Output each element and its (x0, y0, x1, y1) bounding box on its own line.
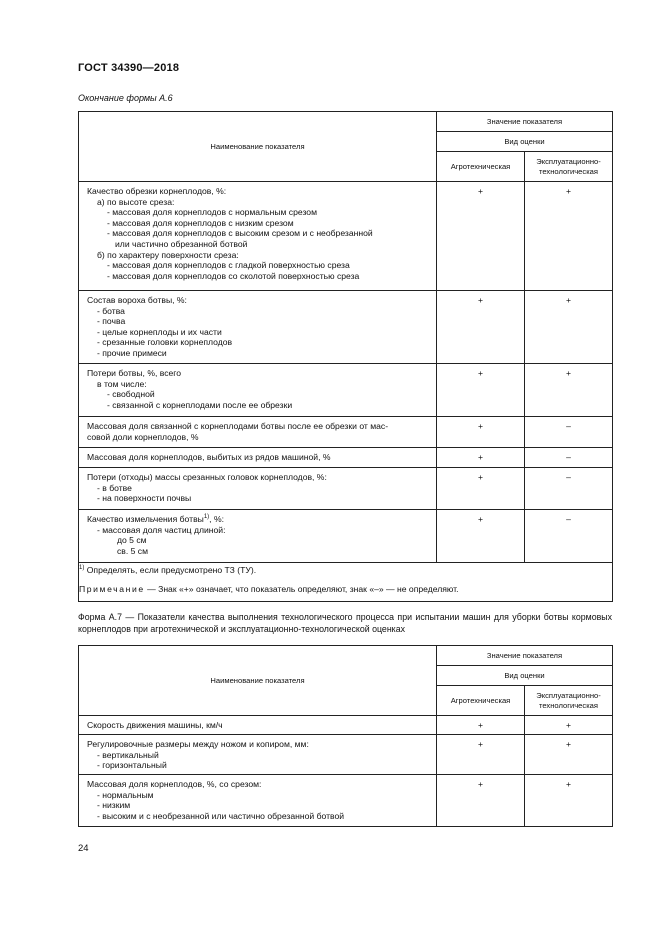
table-row (79, 182, 613, 291)
indicator-cell (79, 291, 437, 364)
oper-value: + (525, 716, 613, 735)
header-assessment-type: Вид оценки (437, 132, 613, 152)
oper-value: + (525, 735, 613, 775)
header-operational-line2: технологическая (538, 700, 599, 710)
oper-value: + (525, 291, 613, 364)
indicator-item: - прочие примеси (97, 347, 167, 358)
footnote-row (79, 563, 613, 602)
header-indicator-name: Наименование показателя (79, 112, 437, 182)
indicator-item: - высоким и с необрезанной или частично обрезанной ботвой (97, 810, 345, 821)
footnote-cell (79, 563, 613, 602)
indicator-item: - целые корнеплоды и их части (97, 326, 222, 337)
header-indicator-name: Наименование показателя (79, 646, 437, 716)
agro-value: + (437, 291, 525, 364)
header-indicator-value: Значение показателя (437, 112, 613, 132)
form-a7-title: Форма А.7 — Показатели качества выполнения технологического процесса при испытании машин для уборки ботвы кормовых корнеплодов при агротехнической и эксплуатационно-технологической оценках (78, 612, 612, 634)
header-agrotechnical: Агротехническая (437, 686, 525, 716)
indicator-subitem: св. 5 см (117, 545, 149, 556)
indicator-cell (79, 417, 437, 448)
agro-value: + (437, 735, 525, 775)
document-id: ГОСТ 34390—2018 (78, 62, 180, 74)
oper-value: + (525, 364, 613, 417)
indicator-item: - массовая доля корнеплодов с низким срезом (107, 217, 294, 228)
table-row (79, 417, 613, 448)
form-a6-table (78, 111, 613, 602)
indicator-cell (79, 364, 437, 417)
oper-value: – (525, 417, 613, 448)
indicator-subgroup: б) по характеру поверхности среза: (97, 249, 239, 260)
indicator-subgroup: а) по высоте среза: (97, 196, 175, 207)
agro-value: + (437, 417, 525, 448)
indicator-item: - свободной (107, 389, 155, 400)
footnote (79, 563, 612, 582)
indicator-cell (79, 510, 437, 563)
indicator-title: Массовая доля корнеплодов, %, со срезом: (87, 779, 262, 789)
footnote-text: Определять, если предусмотрено ТЗ (ТУ). (86, 565, 257, 575)
agro-value: + (437, 182, 525, 291)
indicator-item: - массовая доля корнеплодов с нормальным срезом (107, 207, 317, 218)
indicator-title: Массовая доля связанной с корнеплодами ботвы после ее обрезки от мас- (87, 421, 389, 431)
table-row (79, 775, 613, 827)
footnote-ref: 1) (203, 514, 210, 521)
indicator-title: Регулировочные размеры между ножом и копиром, мм: (87, 739, 309, 749)
header-assessment-type: Вид оценки (437, 666, 613, 686)
table-row (79, 364, 613, 417)
indicator-item: - массовая доля корнеплодов с гладкой поверхностью среза (107, 260, 350, 271)
indicator-item: - срезанные головки корнеплодов (97, 337, 233, 348)
indicator-cell (79, 716, 437, 735)
table-row (79, 468, 613, 510)
indicator-cell (79, 448, 437, 468)
indicator-item: - на поверхности почвы (97, 493, 192, 504)
form-ending-caption: Окончание формы А.6 (78, 93, 173, 103)
oper-value: + (525, 775, 613, 827)
table-row (79, 291, 613, 364)
agro-value: + (437, 364, 525, 417)
table-row (79, 735, 613, 775)
indicator-title: Потери (отходы) массы срезанных головок корнеплодов, %: (87, 472, 327, 482)
footnote-mark: 1) (79, 565, 85, 572)
table-row (79, 716, 613, 735)
indicator-title-unit: , %: (209, 514, 224, 524)
oper-value: – (525, 448, 613, 468)
agro-value: + (437, 448, 525, 468)
header-operational-line1: Эксплуатационно- (536, 691, 601, 700)
agro-value: + (437, 468, 525, 510)
indicator-item-continued: или частично обрезанной ботвой (115, 238, 248, 249)
indicator-item: - массовая доля частиц длиной: (97, 524, 226, 535)
indicator-title: Массовая доля корнеплодов, выбитых из рядов машиной, % (87, 452, 331, 462)
indicator-item: - массовая доля корнеплодов со сколотой поверхностью среза (107, 270, 360, 281)
header-agrotechnical: Агротехническая (437, 152, 525, 182)
indicator-item: - горизонтальный (97, 760, 167, 771)
header-operational-line1: Эксплуатационно- (536, 157, 601, 166)
agro-value: + (437, 716, 525, 735)
page-number: 24 (78, 843, 89, 854)
note-text: — Знак «+» означает, что показатель определяют, знак «–» — не определяют. (147, 584, 459, 594)
header-operational (525, 152, 613, 182)
oper-value: – (525, 510, 613, 563)
indicator-cell (79, 182, 437, 291)
indicator-title: Скорость движения машины, км/ч (87, 720, 223, 730)
table-row (79, 448, 613, 468)
indicator-item: - связанной с корнеплодами после ее обрезки (107, 399, 293, 410)
indicator-title: Качество обрезки корнеплодов, %: (87, 186, 227, 196)
indicator-item: - массовая доля корнеплодов с высоким срезом и с необрезанной (107, 228, 373, 239)
indicator-title-text: Качество измельчения ботвы (87, 514, 204, 524)
header-operational-line2: технологическая (538, 166, 599, 176)
indicator-subgroup: в том числе: (97, 378, 147, 389)
indicator-title (87, 514, 430, 525)
indicator-item: - нормальным (97, 789, 154, 800)
indicator-title-continued: совой доли корнеплодов, % (87, 431, 199, 442)
agro-value: + (437, 775, 525, 827)
oper-value: + (525, 182, 613, 291)
indicator-cell (79, 468, 437, 510)
agro-value: + (437, 510, 525, 563)
indicator-subitem: до 5 см (117, 535, 147, 546)
oper-value: – (525, 468, 613, 510)
indicator-title: Потери ботвы, %, всего (87, 368, 182, 378)
indicator-item: - вертикальный (97, 749, 159, 760)
indicator-cell (79, 775, 437, 827)
table-note (79, 582, 612, 601)
indicator-item: - низким (97, 800, 131, 811)
indicator-item: - ботва (97, 305, 125, 316)
indicator-cell (79, 735, 437, 775)
header-indicator-value: Значение показателя (437, 646, 613, 666)
header-operational (525, 686, 613, 716)
table-row (79, 510, 613, 563)
indicator-item: - почва (97, 316, 126, 327)
note-label: Примечание (79, 584, 145, 594)
indicator-title: Состав вороха ботвы, %: (87, 295, 187, 305)
form-a7-table (78, 645, 613, 827)
indicator-item: - в ботве (97, 482, 132, 493)
